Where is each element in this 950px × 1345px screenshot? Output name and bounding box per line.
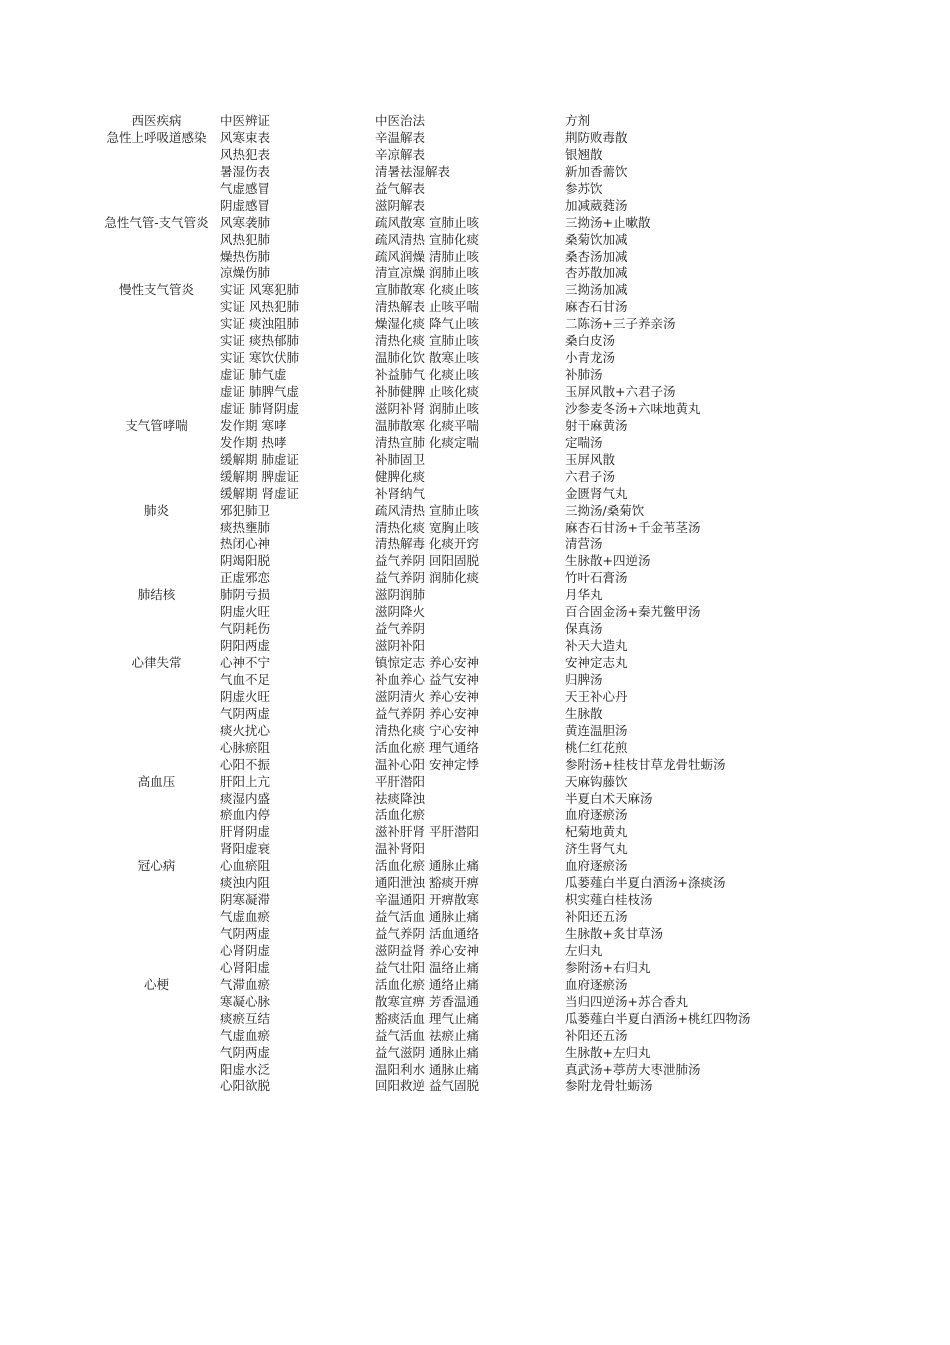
disease-cell xyxy=(93,791,220,808)
syndrome-cell: 实证 寒饮伏肺 xyxy=(220,350,299,366)
disease-cell: 急性气管-支气管炎 xyxy=(104,214,209,230)
formula-cell: 生脉散+四逆汤 xyxy=(565,553,651,569)
disease-cell xyxy=(93,604,220,621)
table-row xyxy=(93,147,893,164)
syndrome-cell: 缓解期 肾虚证 xyxy=(220,485,299,501)
syndrome-cell: 暑湿伤表 xyxy=(220,163,271,179)
formula-cell: 六君子汤 xyxy=(565,468,616,484)
formula-cell: 三拗汤加减 xyxy=(565,282,628,298)
formula-cell: 左归丸 xyxy=(565,942,603,958)
syndrome-cell: 缓解期 脾虚证 xyxy=(220,468,299,484)
treatment-cell: 益气养阴 活血通络 xyxy=(375,926,479,941)
treatment-cell: 温肺散寒 化痰平喘 xyxy=(375,417,479,433)
table-row xyxy=(93,909,893,926)
table-row xyxy=(93,503,893,520)
table-row xyxy=(93,672,893,689)
formula-cell: 补肺汤 xyxy=(565,367,603,383)
treatment-cell: 补肺健脾 止咳化痰 xyxy=(375,384,479,399)
disease-cell xyxy=(93,536,220,553)
table-row xyxy=(93,638,893,655)
disease-cell xyxy=(93,350,220,367)
syndrome-cell: 气阴耗伤 xyxy=(220,621,271,637)
treatment-cell: 健脾化痰 xyxy=(375,468,426,484)
treatment-cell: 疏风润燥 清肺止咳 xyxy=(375,248,479,264)
syndrome-cell: 肾阳虚衰 xyxy=(220,841,271,857)
disease-cell: 急性上呼吸道感染 xyxy=(106,129,207,145)
syndrome-cell: 气阴两虚 xyxy=(220,705,271,721)
formula-cell: 瓜蒌薤白半夏白酒汤+桃红四物汤 xyxy=(565,1010,751,1026)
syndrome-cell: 心阳欲脱 xyxy=(220,1078,271,1094)
table-row xyxy=(93,367,893,384)
disease-cell: 心律失常 xyxy=(131,655,182,670)
table-row xyxy=(93,841,893,858)
treatment-cell: 疏风清热 宣肺化痰 xyxy=(375,231,479,247)
treatment-cell: 清热化痰 宽胸止咳 xyxy=(375,519,479,535)
table-body xyxy=(93,130,893,1095)
table-row xyxy=(93,536,893,553)
treatment-cell: 辛温通阳 开痹散寒 xyxy=(375,892,479,908)
syndrome-cell: 阴虚火旺 xyxy=(220,604,271,620)
treatment-cell: 益气壮阳 温络止痛 xyxy=(375,959,479,975)
treatment-cell: 活血化瘀 xyxy=(375,807,426,823)
syndrome-cell: 邪犯肺卫 xyxy=(220,502,271,518)
disease-cell xyxy=(93,181,220,198)
formula-cell: 当归四逆汤+苏合香丸 xyxy=(565,993,688,1009)
treatment-cell: 益气养阴 xyxy=(375,621,426,637)
treatment-cell: 益气滋阴 通脉止痛 xyxy=(375,1044,479,1060)
table-row xyxy=(93,333,893,350)
formula-cell: 生脉散+左归丸 xyxy=(565,1044,651,1060)
disease-cell xyxy=(93,384,220,401)
treatment-cell: 清热化痰 宁心安神 xyxy=(375,722,479,738)
treatment-cell: 益气活血 祛瘀止痛 xyxy=(375,1027,479,1043)
disease-cell xyxy=(93,1011,220,1028)
formula-cell: 定喘汤 xyxy=(565,434,603,450)
formula-cell: 归脾汤 xyxy=(565,671,603,687)
table-row xyxy=(93,350,893,367)
treatment-cell: 活血化瘀 通络止痛 xyxy=(375,976,479,992)
disease-cell xyxy=(93,1045,220,1062)
disease-cell: 支气管哮喘 xyxy=(125,417,188,433)
table-row xyxy=(93,1062,893,1079)
syndrome-cell: 痰热壅肺 xyxy=(220,519,271,535)
table-row xyxy=(93,892,893,909)
syndrome-cell: 心血瘀阻 xyxy=(220,858,271,874)
treatment-cell: 补益肺气 化痰止咳 xyxy=(375,367,479,383)
header-treatment: 中医治法 xyxy=(375,113,426,128)
disease-cell xyxy=(93,553,220,570)
disease-cell xyxy=(93,875,220,892)
syndrome-cell: 心肾阳虚 xyxy=(220,959,271,975)
treatment-cell: 平肝潜阳 xyxy=(375,773,426,789)
syndrome-cell: 实证 风寒犯肺 xyxy=(220,282,299,298)
table-row xyxy=(93,265,893,282)
disease-cell xyxy=(93,232,220,249)
syndrome-cell: 气阴两虚 xyxy=(220,1044,271,1060)
formula-cell: 竹叶石膏汤 xyxy=(565,570,628,586)
treatment-cell: 豁痰活血 理气止痛 xyxy=(375,1010,479,1026)
disease-cell xyxy=(93,638,220,655)
treatment-cell: 滋阴补阳 xyxy=(375,638,426,654)
table-row xyxy=(93,740,893,757)
formula-cell: 杞菊地黄丸 xyxy=(565,824,628,840)
treatment-cell: 温补肾阳 xyxy=(375,841,426,857)
disease-cell xyxy=(93,740,220,757)
syndrome-cell: 痰湿内盛 xyxy=(220,790,271,806)
treatment-cell: 辛凉解表 xyxy=(375,146,426,162)
disease-cell xyxy=(93,486,220,503)
table-row xyxy=(93,1011,893,1028)
syndrome-cell: 气血不足 xyxy=(220,671,271,687)
table-row xyxy=(93,469,893,486)
treatment-cell: 温阳利水 通脉止痛 xyxy=(375,1061,479,1077)
syndrome-cell: 虚证 肺肾阴虚 xyxy=(220,400,299,416)
table-row xyxy=(93,452,893,469)
formula-cell: 补天大造丸 xyxy=(565,638,628,654)
syndrome-cell: 肝阳上亢 xyxy=(220,773,271,789)
syndrome-cell: 凉燥伤肺 xyxy=(220,265,271,281)
syndrome-cell: 痰瘀互结 xyxy=(220,1010,271,1026)
table-row xyxy=(93,130,893,147)
disease-cell xyxy=(93,1078,220,1095)
treatment-cell: 燥湿化痰 降气止咳 xyxy=(375,316,479,332)
treatment-cell: 滋阴清火 养心安神 xyxy=(375,688,479,704)
syndrome-cell: 痰火扰心 xyxy=(220,722,271,738)
formula-cell: 麻杏石甘汤+千金苇茎汤 xyxy=(565,519,701,535)
formula-cell: 月华丸 xyxy=(565,587,603,603)
syndrome-cell: 阴虚感冒 xyxy=(220,197,271,213)
syndrome-cell: 阴阳两虚 xyxy=(220,638,271,654)
table-row xyxy=(93,926,893,943)
table-row xyxy=(93,384,893,401)
table-row xyxy=(93,435,893,452)
disease-cell xyxy=(93,807,220,824)
table-row xyxy=(93,706,893,723)
table-row xyxy=(93,232,893,249)
disease-cell xyxy=(93,469,220,486)
treatment-cell: 益气解表 xyxy=(375,180,426,196)
table-row xyxy=(93,520,893,537)
treatment-cell: 辛温解表 xyxy=(375,129,426,145)
syndrome-cell: 瘀血内停 xyxy=(220,807,271,823)
formula-cell: 参附龙骨牡蛎汤 xyxy=(565,1078,653,1094)
formula-cell: 荆防败毒散 xyxy=(565,129,628,145)
treatment-cell: 温补心阳 安神定悸 xyxy=(375,756,479,772)
syndrome-cell: 正虚邪恋 xyxy=(220,570,271,586)
treatment-cell: 清热化痰 宣肺止咳 xyxy=(375,333,479,349)
table-row xyxy=(93,486,893,503)
disease-cell xyxy=(93,1062,220,1079)
table-row xyxy=(93,316,893,333)
formula-cell: 银翘散 xyxy=(565,146,603,162)
syndrome-cell: 气虚血瘀 xyxy=(220,909,271,925)
table-row xyxy=(93,570,893,587)
disease-cell xyxy=(93,723,220,740)
formula-cell: 安神定志丸 xyxy=(565,655,628,670)
table-row xyxy=(93,418,893,435)
table-row xyxy=(93,689,893,706)
table-row xyxy=(93,960,893,977)
syndrome-cell: 缓解期 肺虚证 xyxy=(220,451,299,467)
treatment-cell: 清暑祛湿解表 xyxy=(375,163,451,179)
syndrome-cell: 心阳不振 xyxy=(220,756,271,772)
disease-cell xyxy=(93,401,220,418)
disease-cell xyxy=(93,299,220,316)
formula-cell: 百合固金汤+秦艽鳖甲汤 xyxy=(565,604,701,620)
syndrome-cell: 风热犯肺 xyxy=(220,231,271,247)
formula-cell: 血府逐瘀汤 xyxy=(565,976,628,992)
table-row xyxy=(93,875,893,892)
table-row xyxy=(93,621,893,638)
formula-cell: 金匮肾气丸 xyxy=(565,485,628,501)
disease-cell: 慢性支气管炎 xyxy=(118,282,194,298)
disease-cell: 高血压 xyxy=(137,773,176,789)
formula-cell: 补阳还五汤 xyxy=(565,1027,628,1043)
treatment-cell: 滋补肝肾 平肝潜阳 xyxy=(375,824,479,840)
table-row xyxy=(93,1045,893,1062)
formula-cell: 新加香薷饮 xyxy=(565,163,628,179)
syndrome-cell: 燥热伤肺 xyxy=(220,248,271,264)
treatment-cell: 滋阴降火 xyxy=(375,604,426,620)
treatment-cell: 补肺固卫 xyxy=(375,451,426,467)
syndrome-cell: 气虚感冒 xyxy=(220,180,271,196)
disease-cell xyxy=(93,198,220,215)
table-row xyxy=(93,215,893,232)
disease-cell xyxy=(93,1028,220,1045)
formula-cell: 三拗汤+止嗽散 xyxy=(565,214,651,230)
formula-cell: 半夏白术天麻汤 xyxy=(565,790,653,806)
disease-cell: 肺结核 xyxy=(137,587,176,603)
disease-cell xyxy=(93,265,220,282)
table-row xyxy=(93,164,893,181)
tcm-treatment-table xyxy=(93,113,893,1095)
table-row xyxy=(93,1028,893,1045)
formula-cell: 济生肾气丸 xyxy=(565,841,628,857)
disease-cell xyxy=(93,841,220,858)
disease-cell xyxy=(93,147,220,164)
treatment-cell: 散寒宣痹 芳香温通 xyxy=(375,993,479,1009)
disease-cell xyxy=(93,164,220,181)
formula-cell: 玉屏风散 xyxy=(565,451,616,467)
syndrome-cell: 实证 风热犯肺 xyxy=(220,299,299,315)
table-row xyxy=(93,977,893,994)
table-row xyxy=(93,604,893,621)
disease-cell xyxy=(93,943,220,960)
formula-cell: 枳实薤白桂枝汤 xyxy=(565,892,653,908)
syndrome-cell: 寒凝心脉 xyxy=(220,993,271,1009)
treatment-cell: 宣肺散寒 化痰止咳 xyxy=(375,282,479,298)
treatment-cell: 清热解毒 化痰开窍 xyxy=(375,536,479,552)
syndrome-cell: 气阴两虚 xyxy=(220,926,271,941)
table-row xyxy=(93,774,893,791)
table-row xyxy=(93,807,893,824)
formula-cell: 射干麻黄汤 xyxy=(565,417,628,433)
disease-cell xyxy=(93,909,220,926)
treatment-cell: 益气养阴 回阳固脱 xyxy=(375,553,479,569)
formula-cell: 保真汤 xyxy=(565,621,603,637)
disease-cell xyxy=(93,824,220,841)
syndrome-cell: 风寒袭肺 xyxy=(220,214,271,230)
formula-cell: 黄连温胆汤 xyxy=(565,722,628,738)
disease-cell xyxy=(93,926,220,943)
syndrome-cell: 心脉瘀阻 xyxy=(220,739,271,755)
formula-cell: 桑白皮汤 xyxy=(565,333,616,349)
treatment-cell: 疏风清热 宣肺止咳 xyxy=(375,502,479,518)
syndrome-cell: 虚证 肺脾气虚 xyxy=(220,384,299,399)
syndrome-cell: 阴虚火旺 xyxy=(220,688,271,704)
formula-cell: 生脉散 xyxy=(565,705,603,721)
syndrome-cell: 痰浊内阻 xyxy=(220,875,271,891)
treatment-cell: 补血养心 益气安神 xyxy=(375,671,479,687)
treatment-cell: 活血化瘀 通脉止痛 xyxy=(375,858,479,874)
formula-cell: 桑菊饮加减 xyxy=(565,231,628,247)
disease-cell xyxy=(93,570,220,587)
formula-cell: 桃仁红花煎 xyxy=(565,739,628,755)
table-row xyxy=(93,824,893,841)
disease-cell: 冠心病 xyxy=(137,858,176,874)
disease-cell: 心梗 xyxy=(143,976,169,992)
treatment-cell: 补肾纳气 xyxy=(375,485,426,501)
treatment-cell: 滋阴益肾 养心安神 xyxy=(375,942,479,958)
formula-cell: 参附汤+右归丸 xyxy=(565,959,651,975)
disease-cell xyxy=(93,672,220,689)
table-row xyxy=(93,299,893,316)
table-row xyxy=(93,587,893,604)
syndrome-cell: 虚证 肺气虚 xyxy=(220,367,287,383)
formula-cell: 杏苏散加减 xyxy=(565,265,628,281)
formula-cell: 血府逐瘀汤 xyxy=(565,858,628,874)
syndrome-cell: 气滞血瘀 xyxy=(220,976,271,992)
syndrome-cell: 发作期 热哮 xyxy=(220,434,287,450)
syndrome-cell: 气虚血瘀 xyxy=(220,1027,271,1043)
treatment-cell: 益气养阴 润肺化痰 xyxy=(375,570,479,586)
syndrome-cell: 风寒束表 xyxy=(220,129,271,145)
formula-cell: 桑杏汤加减 xyxy=(565,248,628,264)
formula-cell: 天麻钩藤饮 xyxy=(565,773,628,789)
treatment-cell: 疏风散寒 宣肺止咳 xyxy=(375,214,479,230)
formula-cell: 加减葳蕤汤 xyxy=(565,197,628,213)
table-row xyxy=(93,1078,893,1095)
header-disease: 西医疾病 xyxy=(131,113,182,128)
treatment-cell: 镇惊定志 养心安神 xyxy=(375,655,479,670)
table-row xyxy=(93,181,893,198)
treatment-cell: 益气活血 通脉止痛 xyxy=(375,909,479,925)
formula-cell: 生脉散+炙甘草汤 xyxy=(565,926,663,941)
treatment-cell: 清热宣肺 化痰定喘 xyxy=(375,434,479,450)
disease-cell xyxy=(93,333,220,350)
disease-cell xyxy=(93,994,220,1011)
table-row xyxy=(93,858,893,875)
syndrome-cell: 热闭心神 xyxy=(220,536,271,552)
formula-cell: 血府逐瘀汤 xyxy=(565,807,628,823)
table-row xyxy=(93,553,893,570)
formula-cell: 真武汤+葶苈大枣泄肺汤 xyxy=(565,1061,701,1077)
syndrome-cell: 发作期 寒哮 xyxy=(220,417,287,433)
treatment-cell: 清热解表 止咳平喘 xyxy=(375,299,479,315)
syndrome-cell: 风热犯表 xyxy=(220,146,271,162)
formula-cell: 麻杏石甘汤 xyxy=(565,299,628,315)
syndrome-cell: 阴竭阳脱 xyxy=(220,553,271,569)
disease-cell xyxy=(93,689,220,706)
table-row xyxy=(93,791,893,808)
disease-cell xyxy=(93,757,220,774)
syndrome-cell: 阴寒凝滞 xyxy=(220,892,271,908)
disease-cell xyxy=(93,367,220,384)
table-row xyxy=(93,994,893,1011)
disease-cell xyxy=(93,249,220,266)
header-row xyxy=(93,113,893,130)
treatment-cell: 清宣凉燥 润肺止咳 xyxy=(375,265,479,281)
table-row xyxy=(93,249,893,266)
disease-cell xyxy=(93,316,220,333)
treatment-cell: 益气养阴 养心安神 xyxy=(375,705,479,721)
disease-cell xyxy=(93,520,220,537)
table-row xyxy=(93,757,893,774)
formula-cell: 参附汤+桂枝甘草龙骨牡蛎汤 xyxy=(565,756,726,772)
treatment-cell: 滋阴补肾 润肺止咳 xyxy=(375,400,479,416)
syndrome-cell: 实证 痰浊阻肺 xyxy=(220,316,299,332)
formula-cell: 玉屏风散+六君子汤 xyxy=(565,384,676,399)
formula-cell: 小青龙汤 xyxy=(565,350,616,366)
treatment-cell: 通阳泄浊 豁痰开痹 xyxy=(375,875,479,891)
table-row xyxy=(93,282,893,299)
syndrome-cell: 肝肾阴虚 xyxy=(220,824,271,840)
disease-cell xyxy=(93,435,220,452)
header-formula: 方剂 xyxy=(565,113,591,128)
syndrome-cell: 阳虚水泛 xyxy=(220,1061,271,1077)
formula-cell: 参苏饮 xyxy=(565,180,603,196)
table-row xyxy=(93,198,893,215)
formula-cell: 瓜蒌薤白半夏白酒汤+涤痰汤 xyxy=(565,875,726,891)
header-syndrome: 中医辨证 xyxy=(220,113,271,128)
treatment-cell: 祛痰降浊 xyxy=(375,790,426,806)
syndrome-cell: 肺阴亏损 xyxy=(220,587,271,603)
syndrome-cell: 心肾阴虚 xyxy=(220,942,271,958)
table-row xyxy=(93,943,893,960)
treatment-cell: 滋阴解表 xyxy=(375,197,426,213)
table-row xyxy=(93,723,893,740)
disease-cell xyxy=(93,960,220,977)
formula-cell: 补阳还五汤 xyxy=(565,909,628,925)
treatment-cell: 回阳救逆 益气固脱 xyxy=(375,1078,479,1094)
disease-cell xyxy=(93,892,220,909)
formula-cell: 沙参麦冬汤+六味地黄丸 xyxy=(565,400,701,416)
formula-cell: 二陈汤+三子养亲汤 xyxy=(565,316,676,332)
disease-cell: 肺炎 xyxy=(143,502,169,518)
table-row xyxy=(93,655,893,672)
treatment-cell: 滋阴润肺 xyxy=(375,587,426,603)
disease-cell xyxy=(93,452,220,469)
treatment-cell: 温肺化饮 散寒止咳 xyxy=(375,350,479,366)
disease-cell xyxy=(93,621,220,638)
syndrome-cell: 实证 痰热郁肺 xyxy=(220,333,299,349)
formula-cell: 三拗汤/桑菊饮 xyxy=(565,502,645,518)
syndrome-cell: 心神不宁 xyxy=(220,655,271,670)
formula-cell: 清营汤 xyxy=(565,536,603,552)
disease-cell xyxy=(93,706,220,723)
formula-cell: 天王补心丹 xyxy=(565,688,628,704)
treatment-cell: 活血化瘀 理气通络 xyxy=(375,739,479,755)
table-row xyxy=(93,401,893,418)
